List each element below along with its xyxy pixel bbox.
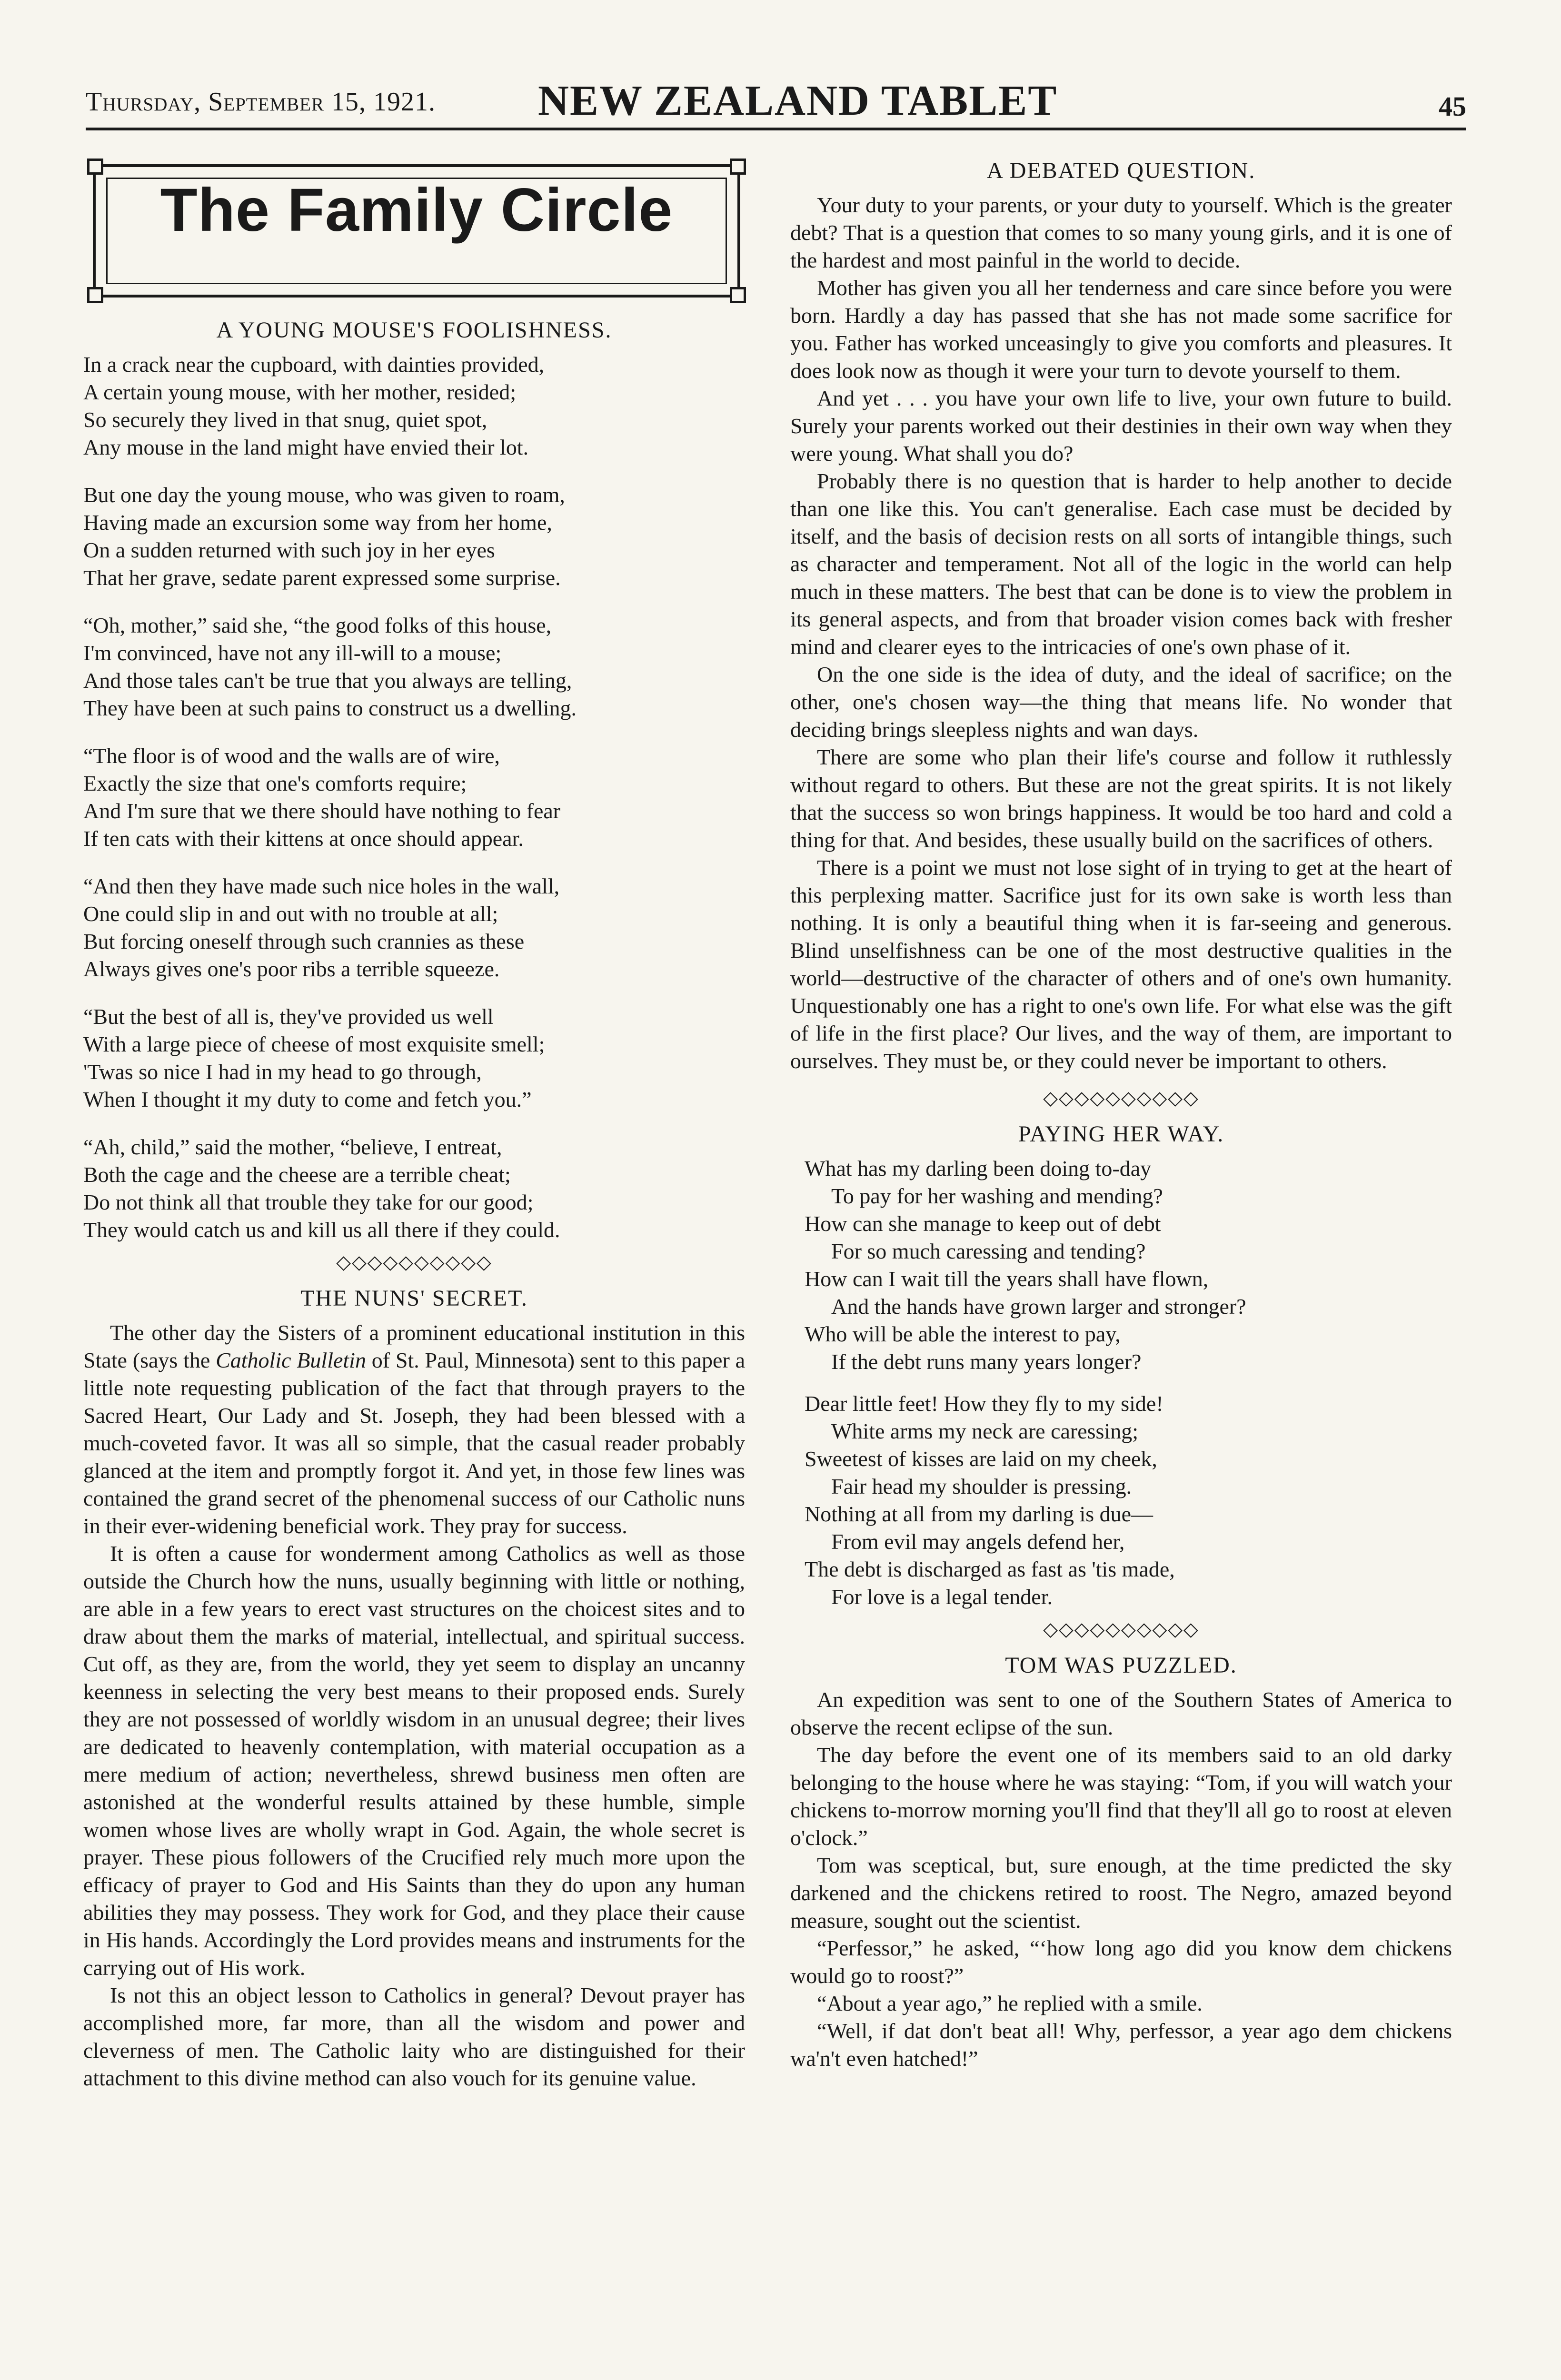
- poem-line: 'Twas so nice I had in my head to go through,: [83, 1060, 482, 1084]
- article-heading: A DEBATED QUESTION.: [986, 158, 1256, 183]
- masthead-rule: [86, 128, 1466, 130]
- poem-line: If the debt runs many years longer?: [831, 1349, 1142, 1374]
- poem-line: The debt is discharged as fast as 'tis made,: [805, 1557, 1175, 1581]
- right-column: [790, 157, 1452, 2073]
- article-paragraph: There is a point we must not lose sight of in trying to get at the heart of this perplexing matter. Sacrifice just for its own sake is worth less than nothing. It is only a beautiful thing when it is far-seeing and generous. Blind unselfishness can be one of the most destructive qualities in the world—destructive of the character of others and of one's own humanity. Unquestionably one has a right to one's own life. For what else was the gift of life in the first place? Our lives, and the way of them, are important to ourselves. They must be, or they could never be important to others.: [790, 855, 1452, 1073]
- poem-line: What has my darling been doing to-day: [805, 1156, 1152, 1180]
- poem-stanza: [83, 612, 745, 722]
- article-paragraph: It is often a cause for wonderment among Catholics as well as those outside the Church how the nuns, usually beginning with little or nothing, are able in a few years to erect vast structures on the choicest sites and to draw about them the marks of material, intellectual, and spiritual success. Cut off, as they are, from the world, they yet seem to display an uncanny keenness in selecting the very best means to their proposed ends. Surely they are not possessed of worldly wisdom in an unusual degree; their lives are dedicated to heavenly contemplation, with material occupation as a mere medium of action; nevertheless, shrewd business men often are astonished at the wonderful results attained by these humble, simple women whose lives are wholly wrapt in God. Again, the whole secret is prayer. These pious followers of the Crucified rely much more upon the efficacy of prayer to God and His Saints than they do upon any human abilities they may possess. They work for God, and they place their cause in His hands. Accordingly the Lord provides means and instruments for the carrying out of His work.: [83, 1541, 745, 1980]
- poem-line: And the hands have grown larger and stronger?: [831, 1294, 1246, 1319]
- poem-line: Fair head my shoulder is pressing.: [831, 1474, 1132, 1498]
- box-corner-ornament: [87, 159, 103, 175]
- poem-stanza: [83, 742, 745, 853]
- poem-line: “And then they have made such nice holes in the wall,: [83, 874, 560, 898]
- poem-line: With a large piece of cheese of most exquisite smell;: [83, 1032, 545, 1056]
- poem-line: Any mouse in the land might have envied their lot.: [83, 435, 529, 459]
- section-divider-ornament: ◇◇◇◇◇◇◇◇◇◇: [1043, 1087, 1199, 1109]
- masthead: [86, 76, 1466, 129]
- poem-line: On a sudden returned with such joy in her eyes: [83, 538, 495, 562]
- poem-stanza: [83, 481, 745, 592]
- poem-line: Nothing at all from my darling is due—: [805, 1502, 1153, 1526]
- article-paragraph: Tom was sceptical, but, sure enough, at the time predicted the sky darkened and the chickens retired to roost. The Negro, amazed beyond measure, sought out the scientist.: [790, 1853, 1452, 1933]
- section-divider-ornament: ◇◇◇◇◇◇◇◇◇◇: [1043, 1618, 1199, 1640]
- poem-line: Sweetest of kisses are laid on my cheek,: [805, 1447, 1157, 1471]
- poem-line: In a crack near the cupboard, with dainties provided,: [83, 352, 545, 377]
- poem-body: [83, 351, 745, 1244]
- poem-line: “Oh, mother,” said she, “the good folks of this house,: [83, 613, 552, 637]
- poem-stanza: [83, 873, 745, 983]
- box-corner-ornament: [730, 287, 746, 303]
- poem-line: One could slip in and out with no trouble at all;: [83, 902, 498, 926]
- article-heading: TOM WAS PUZZLED.: [1005, 1653, 1237, 1678]
- poem-line: “Ah, child,” said the mother, “believe, I entreat,: [83, 1135, 502, 1159]
- poem-line: White arms my neck are caressing;: [831, 1419, 1139, 1443]
- poem-line: When I thought it my duty to come and fetch you.”: [83, 1087, 532, 1111]
- box-corner-ornament: [87, 287, 103, 303]
- article-paragraph: On the one side is the idea of duty, and the ideal of sacrifice; on the other, one's chosen way—the thing that means life. No wonder that deciding brings sleepless nights and wan days.: [790, 662, 1452, 742]
- poem-line: And those tales can't be true that you always are telling,: [83, 668, 572, 693]
- poem-line: A certain young mouse, with her mother, resided;: [83, 380, 516, 404]
- article-paragraph: Probably there is no question that is harder to help another to decide than one like this. You can't generalise. Each case must be decided by itself, and the basis of decision rests on all sorts of intangible things, such as character and temperament. Not all of the logic in the world can help much in these matters. The best that can be done is to view the problem in its general aspects, and from that broader vision comes back with fresher mind and clearer eyes to the intricacies of one's own phase of it.: [790, 469, 1452, 659]
- poem-line: To pay for her washing and mending?: [831, 1184, 1163, 1208]
- article-paragraph: Is not this an object lesson to Catholics in general? Devout prayer has accomplished more, far more, than all the wisdom and power and cleverness of men. The Catholic laity who are distinguished for their attachment to this divine method can also vouch for its genuine value.: [83, 1983, 745, 2090]
- article-paragraph: “Perfessor,” he asked, “‘how long ago did you know dem chickens would go to roost?”: [790, 1936, 1452, 1988]
- poem-line: “But the best of all is, they've provided us well: [83, 1004, 494, 1029]
- poem-line: So securely they lived in that snug, quiet spot,: [83, 407, 487, 432]
- newspaper-title: NEW ZEALAND TABLET: [538, 77, 1058, 124]
- article-paragraph: “Well, if dat don't beat all! Why, perfessor, a year ago dem chickens wa'n't even hatched!”: [790, 2019, 1452, 2071]
- article-heading: PAYING HER WAY.: [1018, 1121, 1224, 1147]
- poem-line: They have been at such pains to construct us a dwelling.: [83, 696, 577, 720]
- article-paragraph: And yet . . . you have your own life to live, your own future to build. Surely your parents worked out their destinies in their own way when they were young. What shall you do?: [790, 386, 1452, 466]
- poem-line: Exactly the size that one's comforts require;: [83, 771, 467, 795]
- poem-line: That her grave, sedate parent expressed some surprise.: [83, 565, 561, 590]
- poem-stanza: [83, 1133, 745, 1244]
- poem-line: How can I wait till the years shall have flown,: [805, 1267, 1209, 1291]
- poem-line: Dear little feet! How they fly to my side!: [805, 1391, 1163, 1416]
- poem-line: Both the cage and the cheese are a terrible cheat;: [83, 1162, 511, 1187]
- section-divider-ornament: ◇◇◇◇◇◇◇◇◇◇: [336, 1251, 492, 1273]
- article-paragraph: There are some who plan their life's course and follow it ruthlessly without regard to others. But these are not the great spirits. It is not likely that the success so won brings happiness. It would be too hard and cold a thing for that. And besides, these usually build on the sacrifices of others.: [790, 745, 1452, 852]
- poem-stanza: [790, 1155, 1452, 1376]
- source-citation: Catholic Bulletin: [216, 1348, 366, 1372]
- text-run: of St. Paul, Minnesota) sent to this paper a little note requesting publication of the fact that through prayers to the Sacred Heart, Our Lady and St. Joseph, they had been blessed with a much-coveted favor. It was all so simple, that the casual reader probably glanced at the item and promptly forgot it. And yet, in those few lines was contained the grand secret of the phenomenal success of our Catholic nuns in their ever-widening beneficial work. They pray for success.: [83, 1348, 745, 1538]
- poem-line: And I'm sure that we there should have nothing to fear: [83, 799, 561, 823]
- poem-line: But forcing oneself through such crannies as these: [83, 929, 525, 953]
- text-run: The other day the Sisters of a prominent educational institution in this State (says the: [83, 1320, 745, 1372]
- poem-line: Always gives one's poor ribs a terrible squeeze.: [83, 957, 500, 981]
- article-paragraph: “About a year ago,” he replied with a smile.: [817, 1991, 1203, 2015]
- left-column: [83, 164, 745, 2092]
- section-title-box: [93, 164, 740, 298]
- poem-line: For love is a legal tender.: [831, 1585, 1053, 1609]
- box-corner-ornament: [730, 159, 746, 175]
- poem-line: If ten cats with their kittens at once should appear.: [83, 826, 524, 851]
- poem-line: For so much caressing and tending?: [831, 1239, 1146, 1263]
- poem-stanza: [790, 1390, 1452, 1611]
- poem-line: I'm convinced, have not any ill-will to a mouse;: [83, 641, 502, 665]
- article-paragraph: [83, 1319, 745, 1540]
- article-heading: THE NUNS' SECRET.: [300, 1286, 528, 1311]
- article-paragraph: An expedition was sent to one of the Southern States of America to observe the recent eclipse of the sun.: [790, 1687, 1452, 1739]
- poem-line: How can she manage to keep out of debt: [805, 1211, 1161, 1236]
- article-heading: A YOUNG MOUSE'S FOOLISHNESS.: [216, 317, 612, 343]
- poem-stanza: [83, 1003, 745, 1113]
- poem-line: “The floor is of wood and the walls are of wire,: [83, 744, 500, 768]
- page-number: 45: [1439, 91, 1466, 122]
- article-paragraph: Mother has given you all her tenderness and care since before you were born. Hardly a day has passed that she has not made some sacrifice for you. Father has worked unceasingly to give you comforts and pleasures. It does look now as though it were your turn to devote yourself to them.: [790, 276, 1452, 383]
- poem-line: Having made an excursion some way from her home,: [83, 510, 552, 535]
- poem-line: They would catch us and kill us all there if they could.: [83, 1218, 560, 1242]
- issue-date: Thursday, September 15, 1921.: [86, 87, 436, 117]
- section-title: The Family Circle: [160, 176, 673, 244]
- article-paragraph: Your duty to your parents, or your duty to yourself. Which is the greater debt? That is a question that comes to so many young girls, and it is one of the hardest and most painful in the world to decide.: [790, 193, 1452, 272]
- poem-line: From evil may angels defend her,: [831, 1529, 1125, 1554]
- poem-line: Do not think all that trouble they take for our good;: [83, 1190, 534, 1214]
- article-paragraph: The day before the event one of its members said to an old darky belonging to the house where he was staying: “Tom, if you will watch your chickens to-morrow morning you'll find that they'll all go to roost at eleven o'clock.”: [790, 1743, 1452, 1850]
- poem-line: Who will be able the interest to pay,: [805, 1322, 1121, 1346]
- poem-line: But one day the young mouse, who was given to roam,: [83, 483, 565, 507]
- poem-stanza: [83, 351, 745, 461]
